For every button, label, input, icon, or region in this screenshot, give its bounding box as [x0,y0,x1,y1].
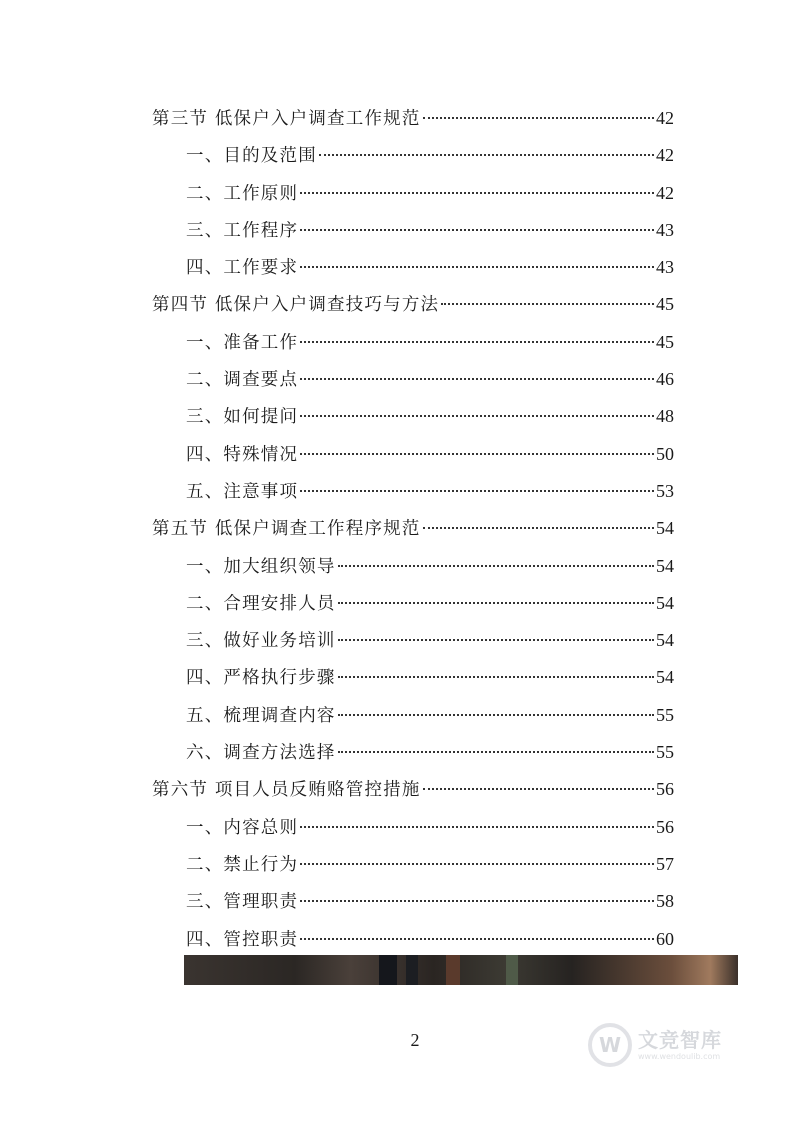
toc-entry-title: 三、工作程序 [186,220,299,241]
toc-dot-leader [300,378,654,380]
toc-entry-page: 54 [656,592,674,613]
toc-entry[interactable] [152,697,674,734]
watermark-text [638,1028,722,1062]
toc-entry[interactable] [152,734,674,771]
toc-entry-page: 56 [656,816,674,837]
toc-dot-leader [300,490,654,492]
toc-entry[interactable] [152,324,674,361]
toc-entry-page: 42 [656,182,674,203]
toc-entry-title: 四、严格执行步骤 [186,668,336,689]
page-number: 2 [410,1030,420,1050]
toc-entry-title: 第六节 项目人员反贿赂管控措施 [152,780,421,801]
toc-entry-page: 54 [656,518,674,539]
toc-entry-title: 五、梳理调查内容 [186,705,336,726]
embedded-photo-fragment [184,955,738,985]
toc-entry[interactable] [152,659,674,696]
toc-entry-title: 第四节 低保户入户调查技巧与方法 [152,295,440,316]
toc-entry[interactable] [152,361,674,398]
photo-detail [379,955,397,985]
toc-entry-title: 一、内容总则 [186,817,299,838]
toc-dot-leader [300,863,654,865]
toc-entry-title: 二、工作原则 [186,183,299,204]
toc-entry-title: 五、注意事项 [186,481,299,502]
toc-entry-page: 54 [656,667,674,688]
toc-dot-leader [338,676,654,678]
toc-dot-leader [300,266,654,268]
toc-entry-title: 三、做好业务培训 [186,631,336,652]
toc-dot-leader [300,453,654,455]
toc-dot-leader [423,527,654,529]
watermark-url: www.wendoulib.com [638,1052,721,1061]
watermark [588,1020,758,1070]
toc-dot-leader [300,229,654,231]
toc-dot-leader [423,117,654,119]
toc-entry-title: 四、工作要求 [186,258,299,279]
toc-entry[interactable] [152,473,674,510]
toc-entry-page: 43 [656,257,674,278]
toc-entry-page: 45 [656,331,674,352]
toc-entry-page: 56 [656,779,674,800]
toc-entry-page: 45 [656,294,674,315]
toc-dot-leader [300,938,654,940]
toc-entry[interactable] [152,548,674,585]
table-of-contents [152,100,674,958]
toc-entry[interactable] [152,771,674,808]
toc-entry-title: 三、管理职责 [186,892,299,913]
toc-entry[interactable] [152,883,674,920]
toc-entry-page: 42 [656,145,674,166]
toc-entry[interactable] [152,249,674,286]
watermark-name: 文竞智库 [638,1028,722,1052]
toc-dot-leader [300,415,654,417]
toc-entry-title: 一、准备工作 [186,332,299,353]
toc-dot-leader [423,788,654,790]
watermark-logo-icon: W [588,1023,632,1067]
toc-entry-page: 43 [656,219,674,240]
toc-dot-leader [319,154,654,156]
toc-entry[interactable] [152,175,674,212]
photo-detail [406,955,418,985]
toc-entry[interactable] [152,622,674,659]
toc-entry-title: 第五节 低保户调查工作程序规范 [152,519,421,540]
toc-entry-page: 57 [656,853,674,874]
toc-entry-page: 50 [656,443,674,464]
toc-entry-title: 二、调查要点 [186,370,299,391]
toc-dot-leader [300,826,654,828]
toc-entry-title: 六、调查方法选择 [186,743,336,764]
toc-entry-title: 第三节 低保户入户调查工作规范 [152,109,421,129]
toc-entry[interactable] [152,436,674,473]
toc-entry-title: 一、加大组织领导 [186,556,336,577]
toc-dot-leader [300,900,654,902]
toc-dot-leader [338,565,654,567]
toc-entry-page: 54 [656,555,674,576]
toc-entry[interactable] [152,286,674,323]
toc-entry-title: 三、如何提问 [186,407,299,428]
toc-entry-page: 48 [656,406,674,427]
toc-entry-page: 54 [656,630,674,651]
toc-dot-leader [338,714,654,716]
toc-entry[interactable] [152,100,674,137]
toc-entry-page: 42 [656,108,674,128]
toc-dot-leader [338,751,654,753]
toc-entry[interactable] [152,921,674,958]
toc-entry[interactable] [152,212,674,249]
toc-entry-page: 60 [656,928,674,949]
photo-detail [446,955,460,985]
toc-entry-title: 一、目的及范围 [186,146,317,167]
toc-entry[interactable] [152,510,674,547]
toc-entry-page: 46 [656,369,674,390]
toc-entry[interactable] [152,585,674,622]
photo-detail [506,955,518,985]
toc-entry[interactable] [152,809,674,846]
toc-dot-leader [441,303,654,305]
toc-entry-page: 58 [656,891,674,912]
toc-entry-page: 53 [656,480,674,501]
toc-dot-leader [338,639,654,641]
toc-entry-page: 55 [656,742,674,763]
toc-dot-leader [338,602,654,604]
toc-entry[interactable] [152,398,674,435]
toc-entry-title: 二、禁止行为 [186,854,299,875]
toc-entry[interactable] [152,846,674,883]
toc-entry-title: 四、特殊情况 [186,444,299,465]
toc-entry-title: 二、合理安排人员 [186,593,336,614]
toc-dot-leader [300,341,654,343]
toc-entry-title: 四、管控职责 [186,929,299,950]
toc-dot-leader [300,192,654,194]
toc-entry[interactable] [152,137,674,174]
toc-entry-page: 55 [656,704,674,725]
